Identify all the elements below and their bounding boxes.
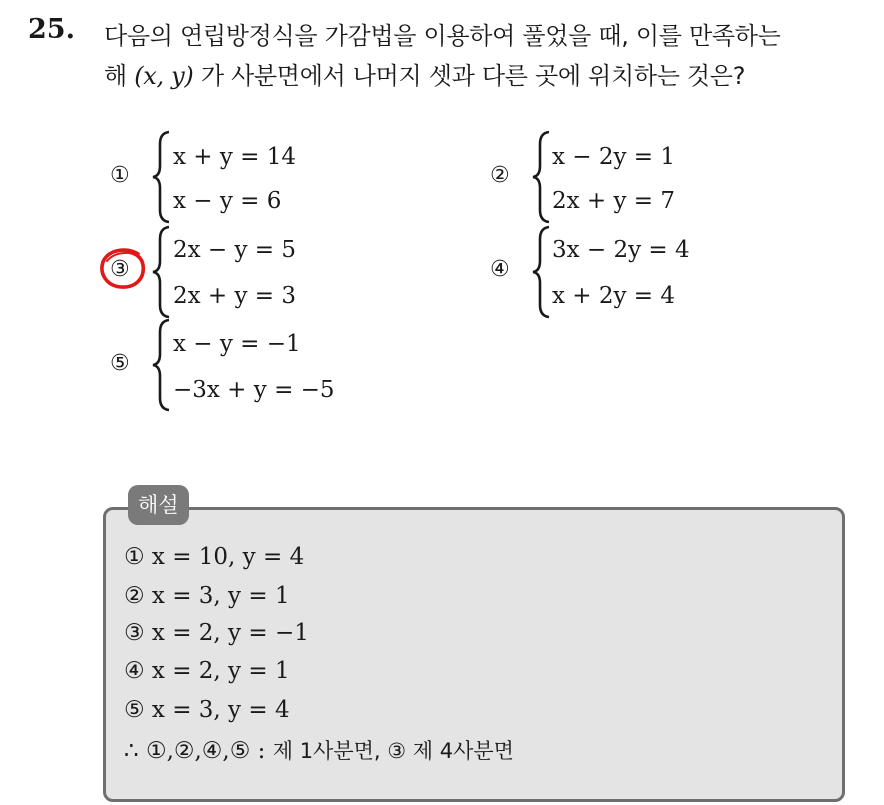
equation: x − y = 6 bbox=[173, 188, 282, 214]
solution-line: ③ x = 2, y = −1 bbox=[124, 620, 309, 646]
solution-line: ④ x = 2, y = 1 bbox=[124, 658, 290, 684]
brace-icon bbox=[530, 130, 552, 224]
solution-line: ① x = 10, y = 4 bbox=[124, 544, 305, 570]
brace-icon bbox=[150, 225, 172, 319]
equation: x − 2y = 1 bbox=[552, 144, 676, 170]
question-text-pre: 해 bbox=[104, 62, 135, 90]
solution-label: 해설 bbox=[128, 485, 189, 525]
choice-mark: ② bbox=[490, 163, 510, 188]
equation: x − y = −1 bbox=[173, 331, 301, 357]
choice-mark: ① bbox=[110, 163, 130, 188]
question-text-line1: 다음의 연립방정식을 가감법을 이용하여 풀었을 때, 이를 만족하는 bbox=[104, 22, 781, 50]
equation: 2x + y = 3 bbox=[173, 283, 297, 309]
brace-icon bbox=[530, 225, 552, 319]
question-text-line2 bbox=[104, 56, 745, 91]
equation: −3x + y = −5 bbox=[173, 377, 335, 403]
equation: 2x − y = 5 bbox=[173, 237, 297, 263]
conclusion-text: 제 1사분면, ③ 제 4사분면 bbox=[272, 739, 514, 763]
choice-mark: ⑤ bbox=[110, 351, 130, 376]
question-math: (x, y) bbox=[134, 62, 194, 90]
equation: x + 2y = 4 bbox=[552, 283, 676, 309]
choice-mark: ④ bbox=[490, 257, 510, 282]
equation: 3x − 2y = 4 bbox=[552, 237, 690, 263]
solution-line: ② x = 3, y = 1 bbox=[124, 583, 290, 609]
selected-answer-circle-icon bbox=[98, 246, 150, 292]
question-number: 25. bbox=[28, 14, 75, 45]
equation: 2x + y = 7 bbox=[552, 188, 676, 214]
solution-line: ⑤ x = 3, y = 4 bbox=[124, 697, 290, 723]
solution-conclusion bbox=[124, 735, 514, 765]
question-text-post: 가 사분면에서 나머지 셋과 다른 곳에 위치하는 것은? bbox=[193, 62, 746, 90]
brace-icon bbox=[150, 318, 172, 412]
choice-mark: ③ bbox=[110, 257, 130, 282]
equation: x + y = 14 bbox=[173, 144, 297, 170]
conclusion-marks: ∴ ①,②,④,⑤ : bbox=[124, 738, 273, 764]
brace-icon bbox=[150, 130, 172, 224]
